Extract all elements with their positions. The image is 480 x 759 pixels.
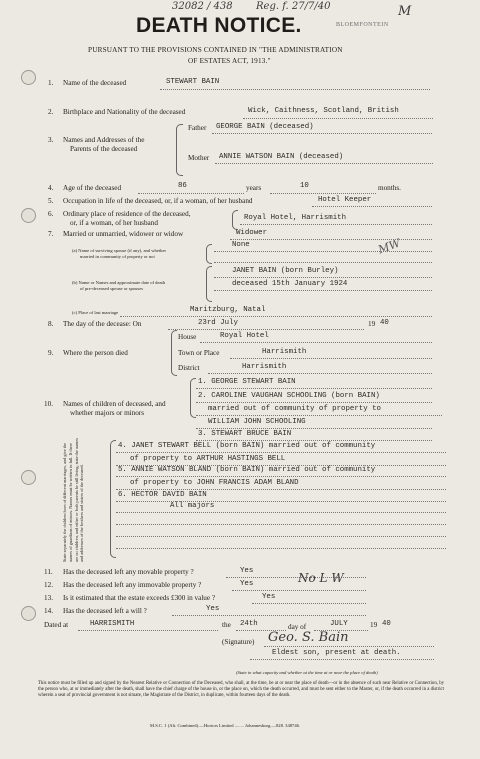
field-3-number: 3. [48, 136, 54, 144]
field-3-label-1: Names and Addresses of the [63, 136, 145, 144]
child-line-7: of property to ARTHUR HASTINGS BELL [130, 455, 286, 463]
dated-year: 40 [382, 620, 391, 628]
house-label: House [178, 333, 197, 341]
surviving-spouse: None [232, 241, 250, 249]
child-line-10: 6. HECTOR DAVID BAIN [118, 491, 207, 499]
binder-hole-top [21, 70, 36, 85]
predeceased-spouse-name: JANET BAIN (born Burley) [232, 267, 339, 275]
child-line-3: married out of community of property to [208, 405, 381, 413]
months-label: months. [378, 184, 401, 192]
estate-exceeds-300: Yes [262, 593, 276, 601]
field-6-label-1: Ordinary place of residence of the deceased, [63, 210, 191, 218]
father-name: GEORGE BAIN (deceased) [216, 123, 314, 131]
mother-label: Mother [188, 154, 210, 162]
immovable-property: Yes [240, 580, 254, 588]
binder-hole-upper [21, 208, 36, 223]
field-6-number: 6. [48, 210, 54, 218]
field-1-label: Name of the deceased [63, 79, 127, 87]
field-10-number: 10. [44, 400, 53, 408]
printer-line: M.S.C. 1 (Alt. Combined).—Hortors Limited ........ Johannesburg.—828. 348746. [150, 723, 301, 728]
document-subtitle-2: OF ESTATES ACT, 1913." [188, 57, 271, 65]
date-of-decease: 23rd July [198, 319, 238, 327]
field-7c-label: (c) Place of last marriage [72, 310, 119, 315]
field-7-number: 7. [48, 230, 54, 238]
movable-property: Yes [240, 567, 254, 575]
dated-place: HARRISMITH [90, 620, 135, 628]
field-14-number: 14. [44, 607, 53, 615]
child-line-2: 2. CAROLINE VAUGHAN SCHOOLING (born BAIN) [198, 392, 380, 400]
place-of-last-marriage: Maritzburg, Natal [190, 306, 266, 314]
occupation: Hotel Keeper [318, 196, 372, 204]
field-7-label: Married or unmarried, widower or widow [63, 230, 184, 238]
dated-the-label: the [222, 621, 231, 629]
dated-day: 24th [240, 620, 258, 628]
left-a-will: Yes [206, 605, 220, 613]
office-stamp: BLOEMFONTEIN [336, 22, 389, 28]
signature: Geo. S. Bain [268, 630, 349, 645]
deceased-name: STEWART BAIN [166, 78, 220, 86]
corner-mark: M [398, 4, 412, 19]
years-label: years [246, 184, 262, 192]
field-2-number: 2. [48, 108, 54, 116]
child-line-5: 3. STEWART BRUCE BAIN [198, 430, 292, 438]
decease-year-prefix: 19 [368, 320, 376, 328]
field-13-number: 13. [44, 594, 53, 602]
handwritten-no-will-note: No L W [298, 571, 344, 585]
decease-year: 40 [380, 319, 389, 327]
binder-hole-bottom [21, 606, 36, 621]
child-line-11: All majors [170, 502, 215, 510]
handwritten-right-mark: MW [376, 236, 403, 257]
child-line-9: of property to JOHN FRANCIS ADAM BLAND [130, 479, 299, 487]
residence: Royal Hotel, Harrismith [244, 214, 347, 222]
document-title: DEATH NOTICE. [136, 14, 302, 37]
signature-label: (Signature) [222, 638, 255, 646]
field-5-number: 5. [48, 197, 54, 205]
margin-instruction-note: State separately the children born of different marriages, and give the names of guardians of minors. Names must be written in full. If there are no children, and either or both parents be still living, state the names and addresses of the brothers and sisters of the deceased. [62, 438, 85, 562]
field-4-number: 4. [48, 184, 54, 192]
field-1-number: 1. [48, 79, 54, 87]
child-line-6: 4. JANET STEWART BELL (born BAIN) married out of community [118, 442, 376, 450]
town-label: Town or Place [178, 349, 220, 357]
signatory-capacity: Eldest son, present at death. [272, 649, 401, 657]
document-subtitle-1: PURSUANT TO THE PROVISIONS CONTAINED IN "THE ADMINISTRATION [88, 46, 343, 54]
field-9-number: 9. [48, 349, 54, 357]
district-label: District [178, 364, 200, 372]
death-district: Harrismith [242, 363, 287, 371]
dated-month: JULY [330, 620, 348, 628]
field-10-label-1: Names of children of deceased, and [63, 400, 166, 408]
predeceased-spouse-death: deceased 15th January 1924 [232, 280, 348, 288]
field-11-label: Has the deceased left any movable property ? [63, 568, 194, 576]
child-line-8: 5. ANNIE WATSON BLAND (born BAIN) married out of community [118, 466, 376, 474]
death-house: Royal Hotel [220, 332, 269, 340]
field-7b-label-2: of pre-deceased spouse or spouses [80, 286, 144, 291]
field-14-label: Has the deceased left a will ? [63, 607, 147, 615]
field-4-label: Age of the deceased [63, 184, 122, 192]
field-8-number: 8. [48, 320, 54, 328]
footer-instructions: This notice must be filled up and signed by the Nearest Relative or Connection of the Deceased, who shall, at the time, be at or near the place of death—or in the absence of such near Relative or Connection, by the person who, at or immediately after the death, shall have the chief charge of the house in, or the place on, which the death occurred, and must be sent either to the Master, or, if the death occurred in a district wherein a seat of provincial government is not situate, the Magistrate of the District, in duplicate, within fourteen days of the death. [38, 681, 444, 699]
field-7b-label-1: (b) Name or Names and approximate date of death [72, 280, 166, 285]
field-9-label: Where the person died [63, 349, 128, 357]
death-town: Harrismith [262, 348, 307, 356]
field-12-number: 12. [44, 581, 53, 589]
registration-note: Reg. f. 27/7/40 [256, 1, 331, 12]
father-label: Father [188, 124, 207, 132]
field-6-label-2: or, if a woman, of her husband [70, 219, 158, 227]
field-7a-label-2: married in community of property or not [80, 254, 155, 259]
birthplace-nationality: Wick, Caithness, Scotland, British [248, 107, 399, 115]
field-11-number: 11. [44, 568, 53, 576]
dated-year-prefix: 19 [370, 621, 378, 629]
field-2-label: Birthplace and Nationality of the deceased [63, 108, 186, 116]
field-10-label-2: whether majors or minors [70, 409, 145, 417]
file-reference: 32082 / 438 [172, 1, 233, 12]
child-line-4: WILLIAM JOHN SCHOOLING [208, 418, 306, 426]
field-8-label: The day of the decease: On [63, 320, 142, 328]
signature-capacity-hint: (State in what capacity and whether at the time at or near the place of death) [236, 670, 378, 675]
marital-status: Widower [236, 229, 268, 237]
mother-name: ANNIE WATSON BAIN (deceased) [219, 153, 344, 161]
binder-hole-lower [21, 470, 36, 485]
child-line-1: 1. GEORGE STEWART BAIN [198, 378, 296, 386]
age-years: 86 [178, 182, 187, 190]
dated-at-label: Dated at [44, 621, 69, 629]
age-months: 10 [300, 182, 309, 190]
field-7a-label-1: (a) Name of surviving spouse (if any), and whether [72, 248, 167, 253]
field-13-label: Is it estimated that the estate exceeds £300 in value ? [63, 594, 216, 602]
field-3-label-2: Parents of the deceased [70, 145, 138, 153]
day-of-label: day of [288, 623, 307, 631]
field-12-label: Has the deceased left any immovable property ? [63, 581, 202, 589]
field-5-label: Occupation in life of the deceased, or, if a woman, of her husband [63, 197, 253, 205]
